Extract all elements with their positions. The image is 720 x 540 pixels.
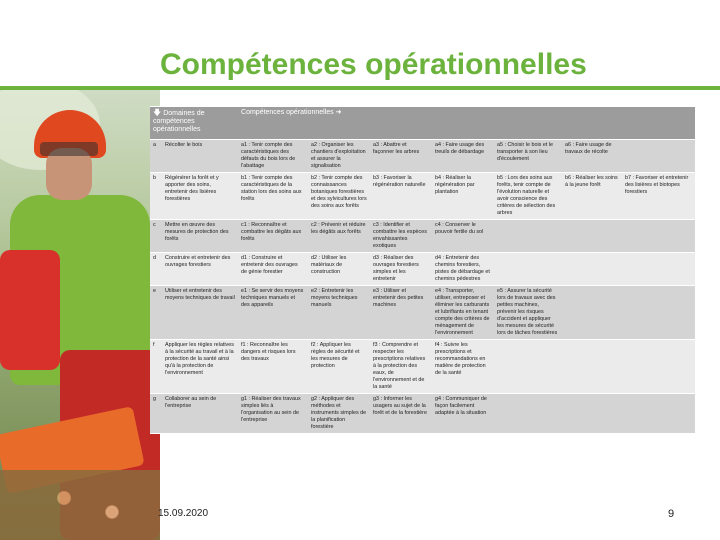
competence-cell: b6 : Réaliser les soins à la jeune forêt xyxy=(562,173,622,220)
competence-cell: d4 : Entretenir des chemins forestiers, pistes de débardage et chemins pédestres xyxy=(432,253,494,286)
table-row xyxy=(150,220,695,253)
domain-cell: Régénérer la forêt et y apporter des soins, entretenir des lisières forestières xyxy=(162,173,238,220)
domain-cell: Utiliser et entretenir des moyens techniques de travail xyxy=(162,286,238,340)
competence-cell xyxy=(562,340,622,394)
competence-cell: g1 : Réaliser des travaux simples liés à l'organisation au sein de l'entreprise xyxy=(238,394,308,434)
row-letter: f xyxy=(150,340,162,394)
competence-cell: c2 : Prévenir et réduire les dégâts aux forêts xyxy=(308,220,370,253)
competence-cell: a1 : Tenir compte des caractéristiques des défauts du bois lors de l'abattage xyxy=(238,140,308,173)
table-row xyxy=(150,140,695,173)
competence-cell xyxy=(622,220,695,253)
competence-cell xyxy=(622,340,695,394)
competence-cell: a6 : Faire usage de travaux de récolte xyxy=(562,140,622,173)
competence-cell: d2 : Utiliser les matériaux de construction xyxy=(308,253,370,286)
page-title: Compétences opérationnelles xyxy=(160,48,587,81)
competence-cell: d1 : Construire et entretenir des ouvrages de génie forestier xyxy=(238,253,308,286)
competence-cell: a2 : Organiser les chantiers d'exploitation et assurer la signalisation xyxy=(308,140,370,173)
competence-cell: b5 : Lors des soins aux forêts, tenir compte de l'évolution naturelle et avoir conscience des critères de sélection des arbres xyxy=(494,173,562,220)
row-letter: e xyxy=(150,286,162,340)
competence-cell: a3 : Abattre et façonner les arbres xyxy=(370,140,432,173)
competence-cell: f3 : Comprendre et respecter les prescriptions relatives à la protection des eaux, de l'environnement et de la santé xyxy=(370,340,432,394)
table-row xyxy=(150,394,695,434)
competence-cell: e2 : Entretenir les moyens techniques manuels xyxy=(308,286,370,340)
competence-cell xyxy=(494,253,562,286)
arrow-right-icon: ➜ xyxy=(335,109,342,116)
competence-cell: a4 : Faire usage des treuils de débardage xyxy=(432,140,494,173)
table-row xyxy=(150,253,695,286)
competence-cell: a5 : Choisir le bois et le transporter à son lieu d'écoulement xyxy=(494,140,562,173)
row-letter: b xyxy=(150,173,162,220)
domains-header: 🡇 Domaines de compétences opérationnelles xyxy=(150,107,238,140)
table-row xyxy=(150,173,695,220)
domain-cell: Récolter le bois xyxy=(162,140,238,173)
arrow-down-icon: 🡇 xyxy=(153,108,162,117)
competence-cell: e3 : Utiliser et entretenir des petites machines xyxy=(370,286,432,340)
row-letter: d xyxy=(150,253,162,286)
competence-cell: b4 : Réaliser la régénération par plantation xyxy=(432,173,494,220)
table-header-row xyxy=(150,107,695,140)
competence-cell: b3 : Favoriser la régénération naturelle xyxy=(370,173,432,220)
competence-cell xyxy=(562,220,622,253)
table-row xyxy=(150,340,695,394)
competence-cell: f1 : Reconnaître les dangers et risques lors des travaux xyxy=(238,340,308,394)
row-letter: c xyxy=(150,220,162,253)
competence-cell xyxy=(562,286,622,340)
competence-cell: b7 : Favoriser et entretenir des lisières et biotopes forestiers xyxy=(622,173,695,220)
footer-date: 15.09.2020 xyxy=(158,508,209,519)
competence-cell: c4 : Conserver le pouvoir fertile du sol xyxy=(432,220,494,253)
competence-cell xyxy=(622,286,695,340)
page-number: 9 xyxy=(668,508,675,520)
competence-cell: e5 : Assurer la sécurité lors de travaux avec des petites machines, prévenir les risques d'accident et appliquer les mesures de sécurité lors de tâches forestières xyxy=(494,286,562,340)
competence-cell xyxy=(494,220,562,253)
competence-cell: g3 : Informer les usagers au sujet de la forêt et de la forestière xyxy=(370,394,432,434)
domain-cell: Construire et entretenir des ouvrages forestiers xyxy=(162,253,238,286)
row-letter: g xyxy=(150,394,162,434)
competence-cell: g4 : Communiquer de façon facilement adaptée à la situation xyxy=(432,394,494,434)
competence-cell: g2 : Appliquer des méthodes et instruments simples de la planification forestière xyxy=(308,394,370,434)
competence-cell: f4 : Suivre les prescriptions et recommandations en matière de protection de la santé xyxy=(432,340,494,394)
competence-cell: b2 : Tenir compte des connaissances botaniques forestières et des sylvicultures lors des soins aux forêts xyxy=(308,173,370,220)
competences-header: Compétences opérationnelles ➜ xyxy=(238,107,695,140)
competence-cell xyxy=(562,394,622,434)
competence-cell xyxy=(622,394,695,434)
competence-cell: f2 : Appliquer les règles de sécurité et les mesures de protection xyxy=(308,340,370,394)
competence-cell: e4 : Transporter, utiliser, entreposer et éliminer les carburants et lubrifiants en tenant compte des critères de ménagement de l'environnement xyxy=(432,286,494,340)
table-row xyxy=(150,286,695,340)
competence-cell xyxy=(622,140,695,173)
competence-cell: c3 : Identifier et combattre les espèces envahissantes exotiques xyxy=(370,220,432,253)
competence-cell xyxy=(622,253,695,286)
domain-cell: Collaborer au sein de l'entreprise xyxy=(162,394,238,434)
domain-cell: Appliquer les règles relatives à la sécurité au travail et à la protection de la santé ainsi qu'à la protection de l'environnement xyxy=(162,340,238,394)
row-letter: a xyxy=(150,140,162,173)
accent-rule xyxy=(0,86,720,90)
competence-cell: d3 : Réaliser des ouvrages forestiers simples et les entretenir xyxy=(370,253,432,286)
competence-cell xyxy=(494,340,562,394)
competence-cell: e1 : Se servir des moyens techniques manuels et des appareils xyxy=(238,286,308,340)
competence-cell: c1 : Reconnaître et combattre les dégâts aux forêts xyxy=(238,220,308,253)
forestry-worker-photo xyxy=(0,90,160,540)
competence-cell: b1 : Tenir compte des caractéristiques de la station lors des soins aux forêts xyxy=(238,173,308,220)
competences-table xyxy=(150,106,695,434)
domain-cell: Mettre en œuvre des mesures de protection des forêts xyxy=(162,220,238,253)
competence-cell xyxy=(494,394,562,434)
competence-cell xyxy=(562,253,622,286)
